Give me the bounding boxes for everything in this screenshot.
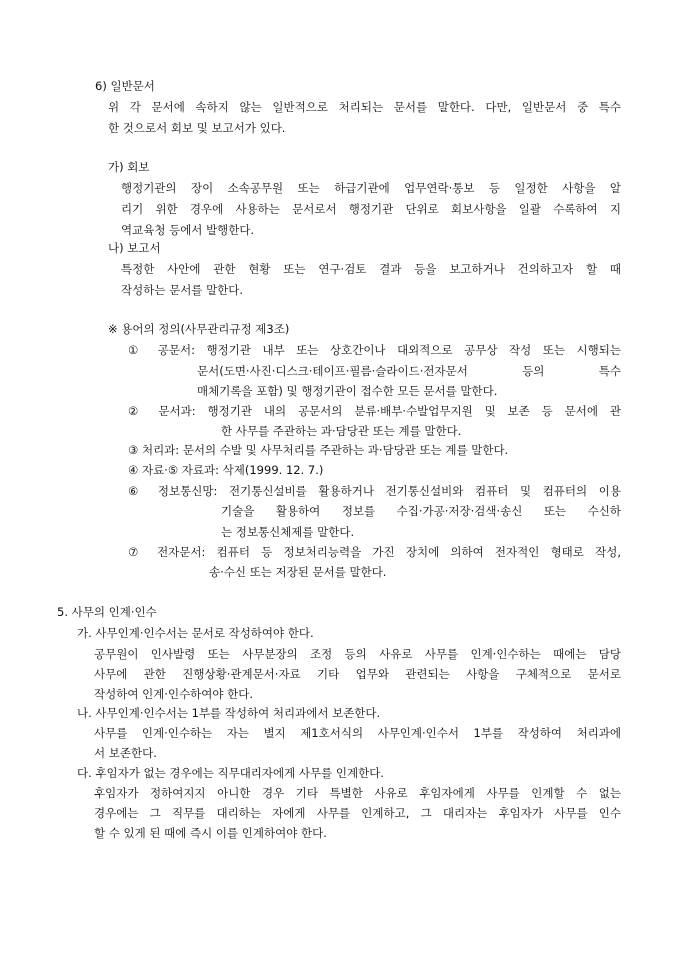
subsection-na-line: 특정한 사안에 관한 현황 또는 연구·검토 결과 등을 보고하거나 건의하고자 할 때 <box>121 262 621 276</box>
section-5-item-line: 경우에는 그 직무를 대리하는 자에게 사무를 인계하고, 그 대리자는 후임자가 사무를 인수 <box>94 806 621 820</box>
definition-item: ① 공문서: 행정기관 내부 또는 상호간이나 대외적으로 공무상 작성 또는 시행되는 <box>128 343 621 357</box>
definition-item-continuation: 매체기록을 포함) 및 행정기관이 접수한 모든 문서를 말한다. <box>197 384 498 398</box>
definitions-heading: ※ 용어의 정의(사무관리규정 제3조) <box>108 322 290 336</box>
section-5-item-line: 후임자가 정하여지지 아니한 경우 기타 특별한 사유로 후임자에게 사무를 인계할 수 없는 <box>94 786 621 800</box>
definition-item-continuation: 문서(도면·사진·디스크·테이프·필름·슬라이드·전자문서 등의 특수 <box>197 364 621 378</box>
definition-item: ② 문서과: 행정기관 내의 공문서의 분류·배부·수발업무지원 및 보존 등 문서에 관 <box>128 404 621 418</box>
definition-item-continuation: 는 정보통신체제를 말한다. <box>221 525 355 539</box>
section-5-item-heading: 나. 사무인계·인수서는 1부를 작성하여 처리과에서 보존한다. <box>77 706 381 720</box>
subsection-ga-line: 행정기관의 장이 소속공무원 또는 하급기관에 업무연락·통보 등 일정한 사항을 알 <box>121 181 621 195</box>
section-5-item-heading: 다. 후임자가 없는 경우에는 직무대리자에게 사무를 인계한다. <box>77 766 384 780</box>
definition-item-continuation: 기술을 활용하여 정보를 수집·가공·저장·검색·송신 또는 수신하 <box>221 504 621 518</box>
section-5-heading: 5. 사무의 인계·인수 <box>57 605 157 619</box>
subsection-ga-heading: 가) 회보 <box>108 160 150 174</box>
section-6-heading: 6) 일반문서 <box>95 79 155 93</box>
section-6-paragraph-line: 한 것으로서 회보 및 보고서가 있다. <box>108 121 286 135</box>
section-5-item-line: 공무원이 인사발령 또는 사무분장의 조정 등의 사유로 사무를 인계·인수하는 때에는 담당 <box>94 647 621 661</box>
section-5-item-line: 사무에 관한 진행상황·관계문서·자료 기타 업무와 관련되는 사항을 구체적으로 문서로 <box>94 667 621 681</box>
subsection-na-line: 작성하는 문서를 말한다. <box>121 283 244 297</box>
subsection-ga-line: 역교육청 등에서 발행한다. <box>121 223 255 237</box>
definition-item: ③ 처리과: 문서의 수발 및 사무처리를 주관하는 과·담당관 또는 계를 말한다. <box>128 443 509 457</box>
definition-item: ④ 자료·⑤ 자료과: 삭제(1999. 12. 7.) <box>128 463 324 477</box>
subsection-na-heading: 나) 보고서 <box>108 241 161 255</box>
section-5-item-line: 서 보존한다. <box>94 746 157 760</box>
section-6-paragraph-line: 위 각 문서에 속하지 않는 일반적으로 처리되는 문서를 말한다. 다만, 일반문서 중 특수 <box>108 100 621 114</box>
section-5-item-line: 사무를 인계·인수하는 자는 별지 제1호서식의 사무인계·인수서 1부를 작성하여 처리과에 <box>94 726 621 740</box>
subsection-ga-line: 리기 위한 경우에 사용하는 문서로서 행정기관 단위로 회보사항을 일괄 수록하여 지 <box>121 202 621 216</box>
definition-item-continuation: 송·수신 또는 저장된 문서를 말한다. <box>209 565 387 579</box>
definition-item: ⑦ 전자문서: 컴퓨터 등 정보처리능력을 가진 장치에 의하여 전자적인 형태로 작성, <box>128 545 621 559</box>
section-5-item-line: 작성하여 인계·인수하여야 한다. <box>94 687 254 701</box>
section-5-item-heading: 가. 사무인계·인수서는 문서로 작성하여야 한다. <box>77 626 314 640</box>
definition-item: ⑥ 정보통신망: 전기통신설비를 활용하거나 전기통신설비와 컴퓨터 및 컴퓨터의 이용 <box>128 484 621 498</box>
section-5-item-line: 할 수 있게 된 때에 즉시 이를 인계하여야 한다. <box>94 826 327 840</box>
definition-item-continuation: 한 사무를 주관하는 과·담당관 또는 계를 말한다. <box>221 424 462 438</box>
